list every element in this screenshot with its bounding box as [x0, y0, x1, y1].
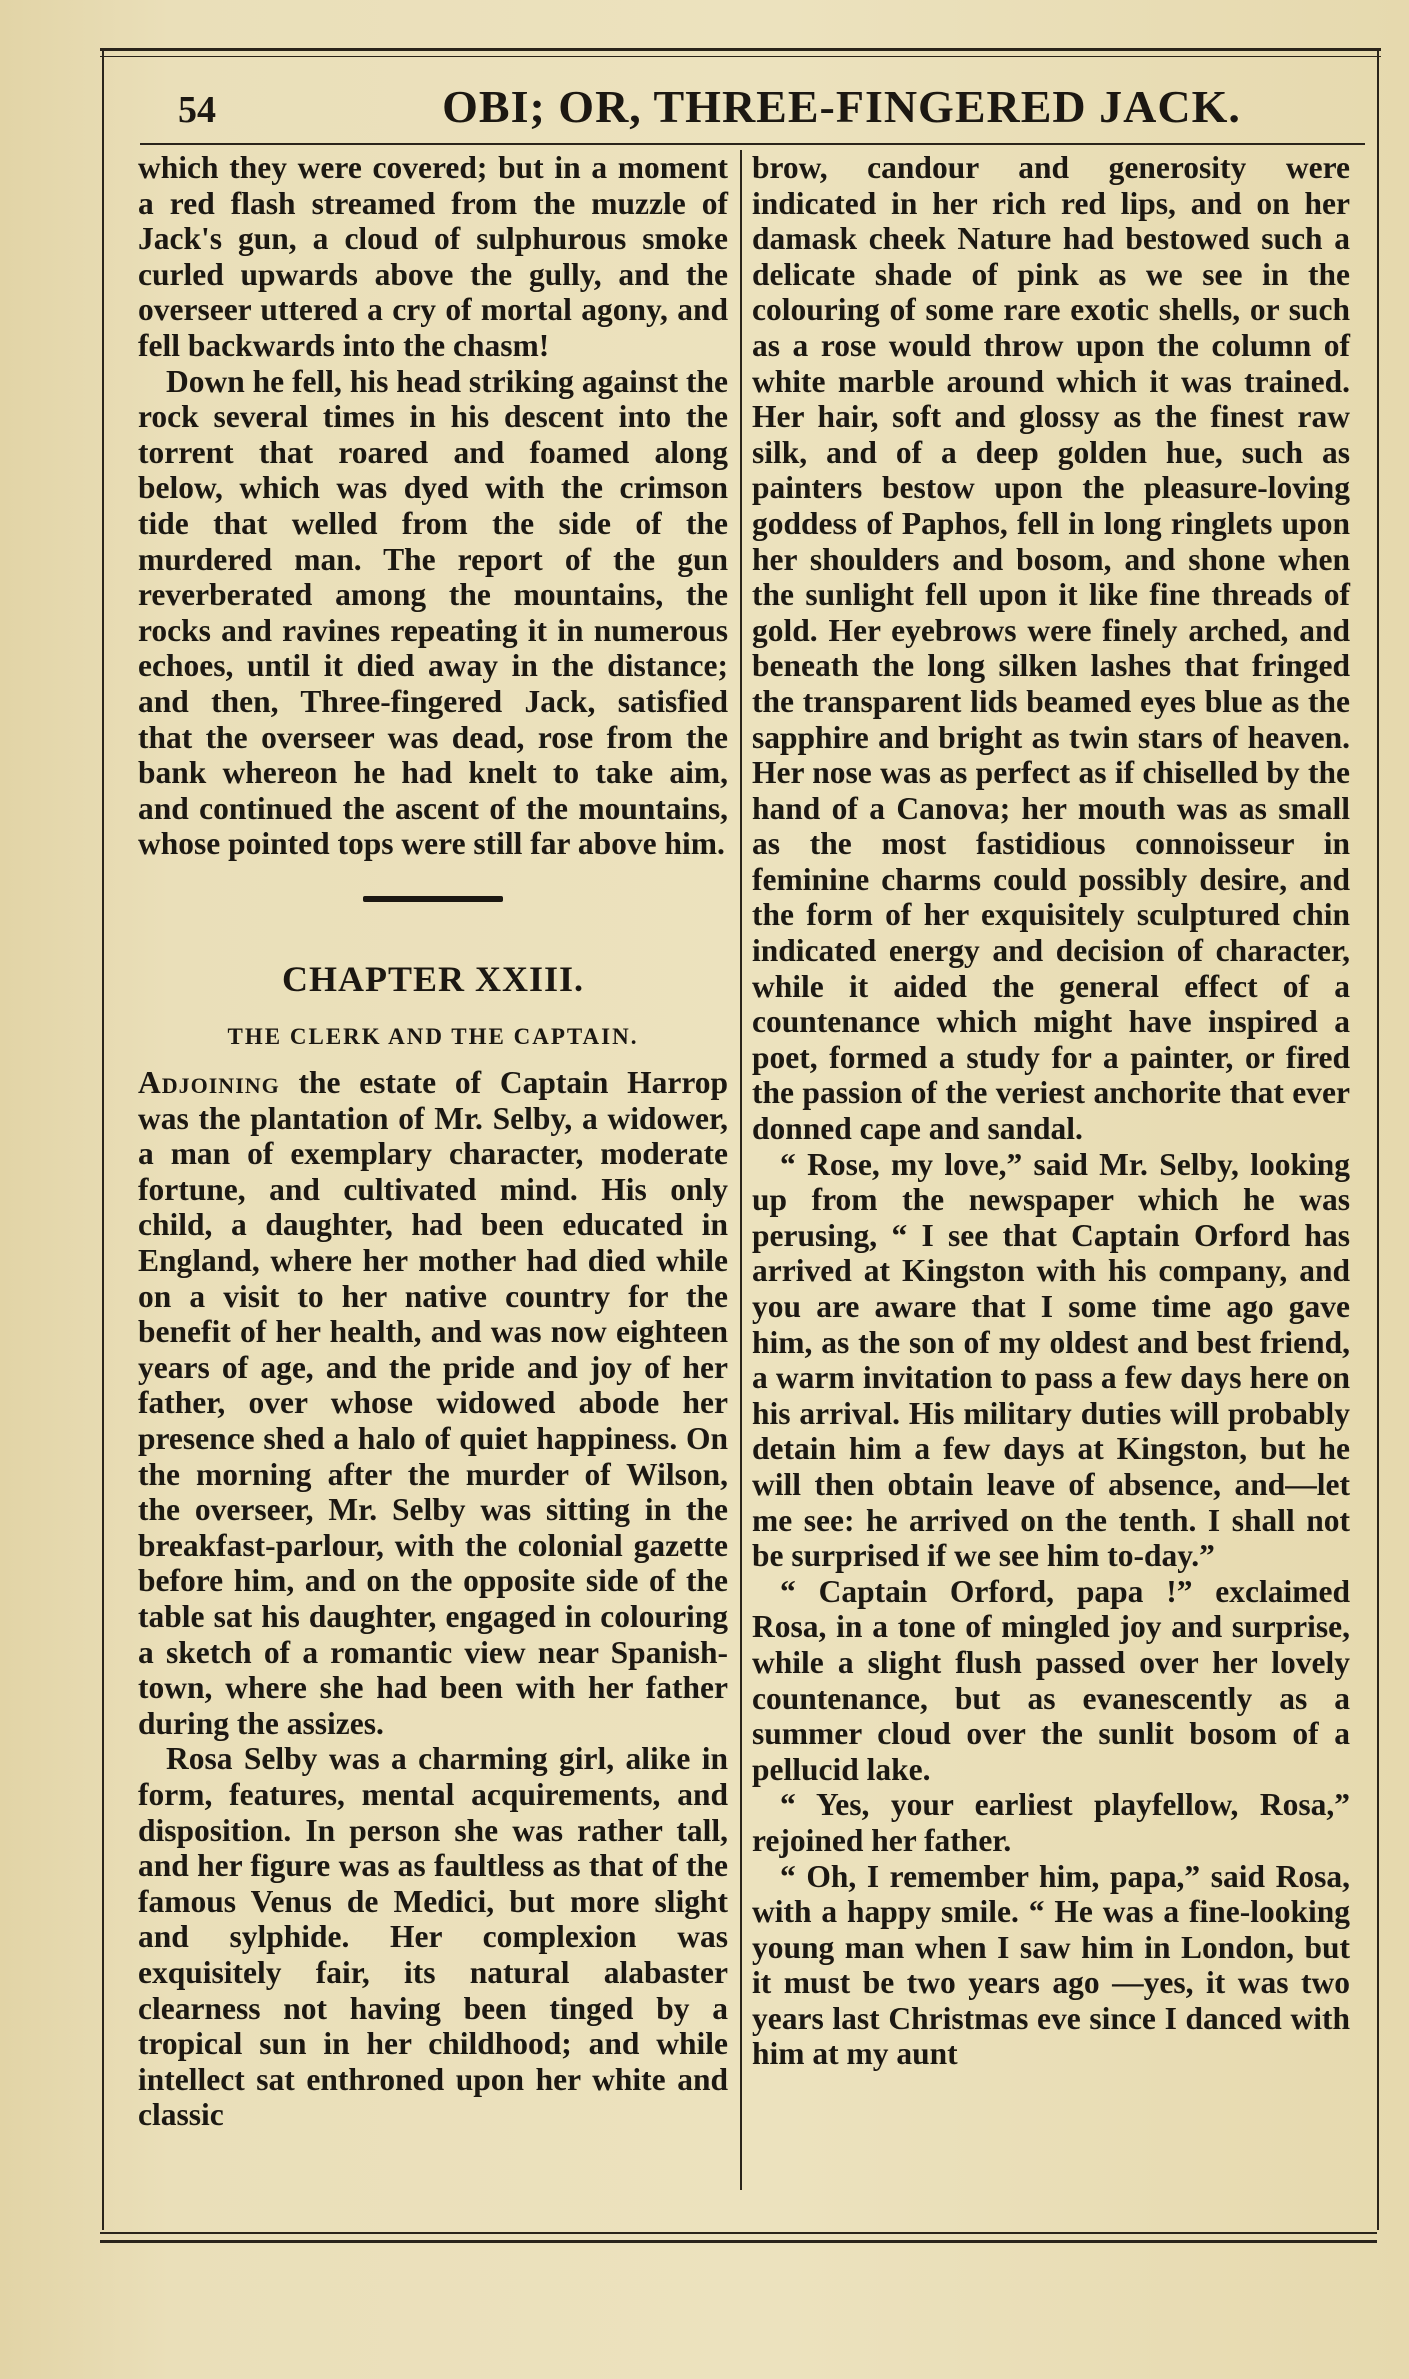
paragraph-dialogue-4: “ Oh, I remember him, papa,” said Rosa, with a happy smile. “ He was a fine-looking young man when I saw him in London, but it must be two years ago —yes, it was two years last Christmas eve since I danced with him at my aunt: [752, 1858, 1350, 2072]
running-title: OBI; OR, THREE-FINGERED JACK.: [442, 81, 1241, 132]
paragraph-1: which they were covered; but in a moment a red flash streamed from the muzzle of Jack's gun, a cloud of sulphurous smoke curled upwards above the gully, and the overseer uttered a cry of mortal agony, and fell backwards into the chasm!: [138, 150, 728, 363]
top-border-rule-thin: [100, 56, 1381, 57]
chapter-subtitle: THE CLERK AND THE CAPTAIN.: [227, 1024, 639, 1050]
section-ornament: [363, 896, 503, 902]
paragraph-rosa: Rosa Selby was a charming girl, alike in form, features, mental acquirements, and disposition. In person she was rather tall, and her figure was as faultless as that of the famous Venus de Medici, but more slight and sylphide. Her complexion was exquisitely fair, its natural alabaster clearness not having been tinged by a tropical sun in her childhood; and while intellect sat enthroned upon her white and classic: [138, 1741, 728, 2133]
bottom-border-rule: [100, 2240, 1377, 2243]
paragraph-dialogue-3: “ Yes, your earliest playfellow, Rosa,” rejoined her father.: [752, 1787, 1350, 1858]
right-column: [752, 150, 1350, 2190]
top-border-rule: [100, 48, 1381, 51]
left-column: [138, 150, 728, 2190]
column-divider: [740, 150, 742, 2190]
opening-word: Adjoining: [138, 1065, 280, 1101]
chapter-opening-paragraph: [138, 1065, 728, 1741]
left-border-rule: [102, 50, 104, 2230]
paragraph-dialogue-2: “ Captain Orford, papa !” exclaimed Rosa, in a tone of mingled joy and surprise, while a slight flush passed over her lovely countenance, but as evanescently as a summer cloud over the sunlit bosom of a pellucid lake.: [752, 1573, 1350, 1787]
paragraph-description: brow, candour and generosity were indicated in her rich red lips, and on her damask cheek Nature had bestowed such a delicate shade of pink as we see in the colouring of some rare exotic shells, or such as a rose would throw upon the column of white marble around which it was trained. Her hair, soft and glossy as the finest raw silk, and of a deep golden hue, such as painters bestow upon the pleasure-loving goddess of Paphos, fell in long ringlets upon her shoulders and bosom, and shone when the sunlight fell upon it like fine threads of gold. Her eyebrows were finely arched, and beneath the long silken lashes that fringed the transparent lids beamed eyes blue as the sapphire and bright as twin stars of heaven. Her nose was as perfect as if chiselled by the hand of a Canova; her mouth was as small as the most fastidious connoisseur in feminine charms could possibly desire, and the form of her exquisitely sculptured chin indicated energy and decision of character, while it aided the general effect of a countenance which might have inspired a poet, formed a study for a painter, or fired the passion of the veriest anchorite that ever donned cape and sandal.: [752, 150, 1350, 1147]
bottom-border-rule-thin: [100, 2232, 1377, 2234]
chapter-title: CHAPTER XXIII.: [281, 958, 585, 999]
page-header: [118, 62, 1365, 142]
opening-paragraph-text: the estate of Captain Harrop was the plantation of Mr. Selby, a widower, a man of exemplary character, moderate fortune, and cultivated mind. His only child, a daughter, had been educated in England, where her mother had died while on a visit to her native country for the benefit of her health, and was now eighteen years of age, and the pride and joy of her father, over whose widowed abode her presence shed a halo of quiet happiness. On the morning after the murder of Wilson, the overseer, Mr. Selby was sitting in the breakfast-parlour, with the colonial gazette before him, and on the opposite side of the table sat his daughter, engaged in colouring a sketch of a romantic view near Spanish-town, where she had been with her father during the assizes.: [138, 1065, 728, 1741]
paragraph-dialogue-1: “ Rose, my love,” said Mr. Selby, looking up from the newspaper which he was perusing, “ I see that Captain Orford has arrived at Kingston with his company, and you are aware that I some time ago gave him, as the son of my oldest and best friend, a warm invitation to pass a few days here on his arrival. His military duties will probably detain him a few days at Kingston, but he will then obtain leave of absence, and—let me see: he arrived on the tenth. I shall not be surprised if we see him to-day.”: [752, 1146, 1350, 1574]
header-rule: [140, 143, 1365, 145]
right-border-rule: [1377, 50, 1379, 2230]
page-number: 54: [178, 89, 216, 131]
paragraph-2: Down he fell, his head striking against the rock several times in his descent into the torrent that roared and foamed along below, which was dyed with the crimson tide that welled from the side of the murdered man. The report of the gun reverberated among the mountains, the rocks and ravines repeating it in numerous echoes, until it died away in the distance; and then, Three-fingered Jack, satisfied that the overseer was dead, rose from the bank whereon he had knelt to take aim, and continued the ascent of the mountains, whose pointed tops were still far above him.: [138, 363, 728, 862]
